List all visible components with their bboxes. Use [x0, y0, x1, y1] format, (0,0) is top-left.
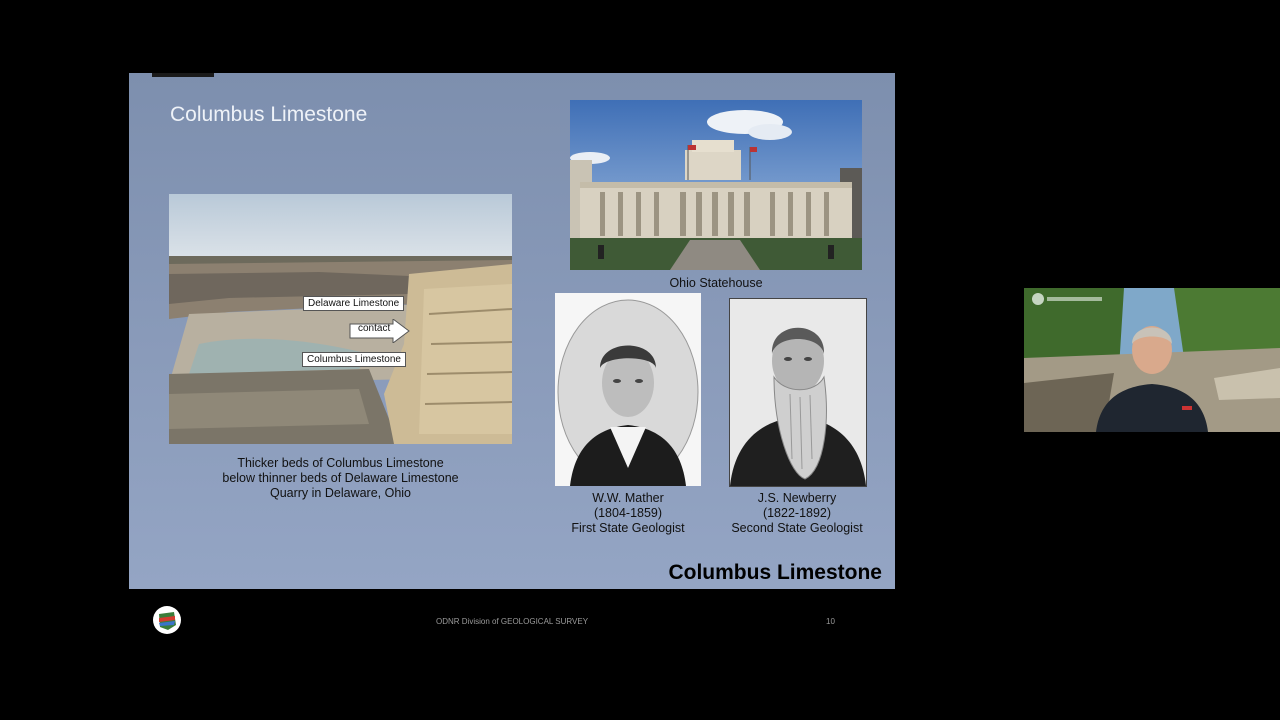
mather-title: First State Geologist	[571, 521, 685, 535]
mather-caption	[548, 491, 708, 536]
newberry-name: J.S. Newberry	[757, 491, 837, 505]
statehouse-caption: Ohio Statehouse	[669, 276, 763, 290]
columbus-label: Columbus Limestone	[302, 352, 406, 367]
slide-footer-title: Columbus Limestone	[668, 561, 882, 584]
slide-title: Columbus Limestone	[170, 103, 368, 126]
mather-name: W.W. Mather	[592, 491, 664, 505]
statehouse-photo	[570, 100, 862, 270]
delaware-label: Delaware Limestone	[303, 296, 404, 311]
quarry-caption-line: below thinner beds of Delaware Limestone	[222, 471, 459, 485]
statehouse-image	[570, 100, 862, 270]
quarry-image	[169, 194, 512, 444]
mather-image	[555, 293, 701, 486]
quarry-caption-line: Thicker beds of Columbus Limestone	[237, 456, 444, 470]
quarry-caption	[189, 456, 492, 501]
ohio-logo-icon	[152, 605, 182, 635]
webcam-feed	[1024, 288, 1280, 432]
footer-page-number: 10	[826, 617, 835, 626]
newberry-portrait	[729, 298, 867, 487]
presentation-slide	[129, 73, 895, 589]
footer-org: ODNR Division of GEOLOGICAL SURVEY	[436, 617, 589, 626]
quarry-photo	[169, 194, 512, 444]
contact-label: contact	[358, 323, 391, 334]
newberry-title: Second State Geologist	[731, 521, 863, 535]
mather-dates: (1804-1859)	[593, 506, 663, 520]
slide-tab-marker	[152, 73, 214, 77]
newberry-image	[730, 299, 866, 486]
mather-portrait	[555, 293, 701, 486]
quarry-caption-line: Quarry in Delaware, Ohio	[269, 486, 412, 500]
presenter-webcam	[1024, 288, 1280, 432]
newberry-caption	[717, 491, 877, 536]
newberry-dates: (1822-1892)	[762, 506, 832, 520]
